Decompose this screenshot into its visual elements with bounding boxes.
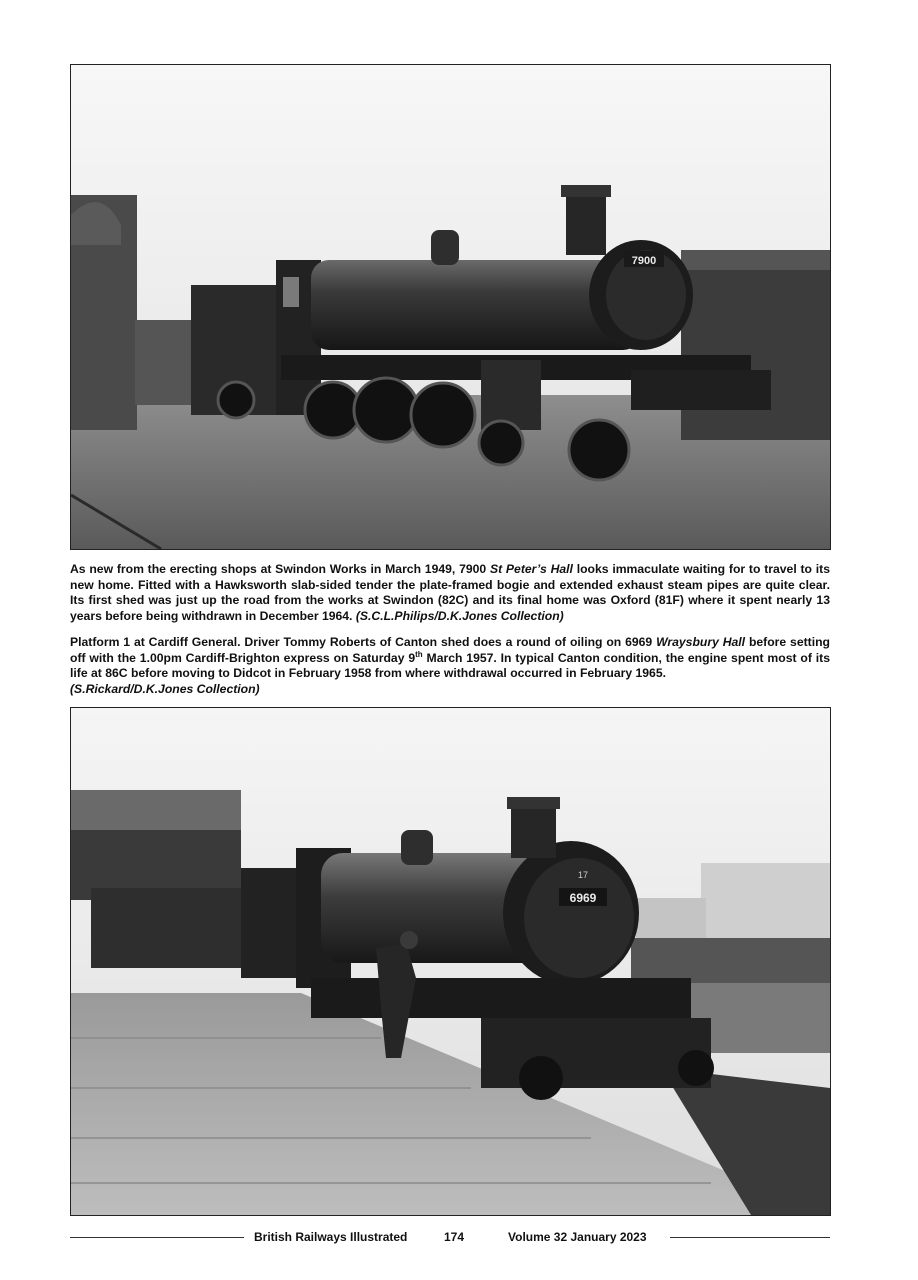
caption-2-loco-name: Wraysbury Hall bbox=[656, 635, 746, 649]
caption-2-text-b: before setting off with the 1.00pm Cardiff-Brighton express on Saturday 9 bbox=[70, 635, 831, 665]
caption-2-credit: (S.Rickard/D.K.Jones Collection) bbox=[70, 681, 260, 696]
footer-rule-left bbox=[70, 1237, 244, 1238]
photo-6969-wraysbury-hall bbox=[70, 707, 831, 1216]
caption-2-text-c: March 1957. In typical Canton condition, the engine spent most of its life at 86C before moving to Didcot in February 1958 from where withdrawal occurred in February 1965. bbox=[70, 650, 830, 681]
footer-rule-right bbox=[670, 1237, 830, 1238]
caption-2-superscript: th bbox=[415, 649, 423, 659]
smokebox-number-7900: 7900 bbox=[631, 255, 657, 267]
page-footer bbox=[0, 1229, 918, 1247]
shed-plate: 17 bbox=[577, 870, 589, 880]
caption-1-text-a: As new from the erecting shops at Swindon Works in March 1949, 7900 bbox=[70, 562, 490, 576]
smokebox-number-6969: 6969 bbox=[569, 891, 597, 905]
caption-6969 bbox=[70, 635, 830, 697]
caption-7900 bbox=[70, 562, 830, 624]
footer-volume: Volume 32 January 2023 bbox=[508, 1230, 647, 1244]
photo-7900-st-peters-hall bbox=[70, 64, 831, 550]
caption-1-loco-name: St Peter’s Hall bbox=[489, 562, 573, 576]
caption-1-credit: (S.C.L.Philips/D.K.Jones Collection) bbox=[355, 608, 564, 623]
photo-7900-illustration bbox=[71, 65, 830, 549]
caption-1-text-b: looks immaculate waiting for to travel to its new home. Fitted with a Hawksworth slab-sided tender the plate-framed bogie and extended exhaust steam pipes are quite clear. Its first shed was just up the road from the works at Swindon (82C) and its final home was Oxford (81F) where it spent nearly 13 years before being withdrawn in December 1964. bbox=[70, 562, 830, 623]
photo-6969-illustration bbox=[71, 708, 830, 1215]
caption-2-text-a: Platform 1 at Cardiff General. Driver Tommy Roberts of Canton shed does a round of oiling on 6969 bbox=[70, 635, 657, 649]
footer-publication: British Railways Illustrated bbox=[254, 1230, 408, 1244]
footer-page-number: 174 bbox=[444, 1230, 465, 1244]
